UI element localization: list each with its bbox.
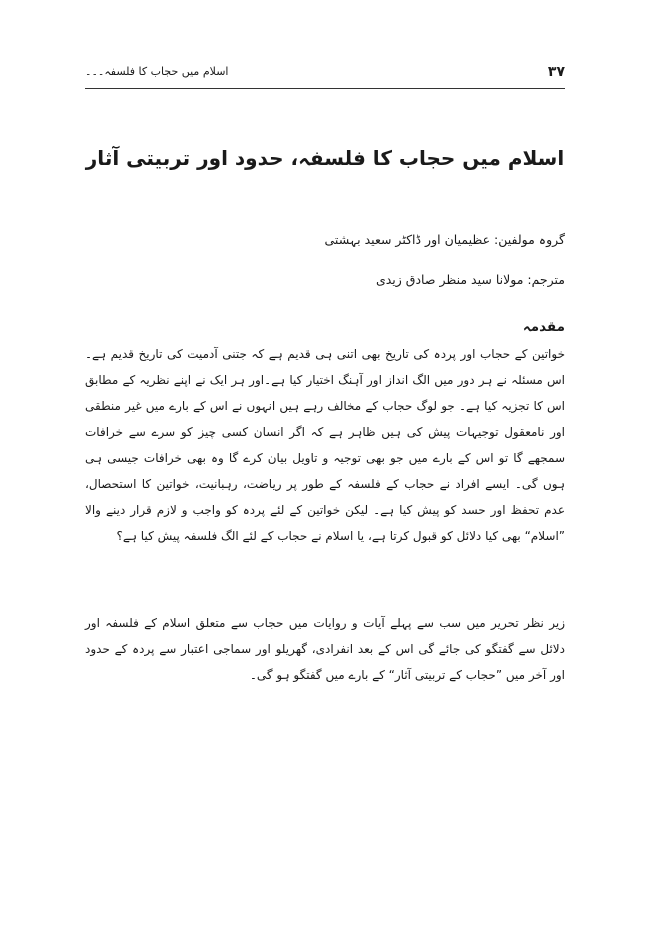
authors-line: گروہ مولفین: عظیمیان اور ڈاکٹر سعید بہشتی [324,232,565,247]
paragraph-1: خواتین کے حجاب اور پردہ کی تاریخ بھی اتنی ہی قدیم ہے کہ جتنی آدمیت کی تاریخ قدیم ہے۔ اس مسئلہ نے ہر دور میں الگ انداز اور آہنگ اختیار کیا ہے۔اور ہر ایک نے اپنے نظریہ کے مطابق اس کا تجزیہ کیا ہے۔ جو لوگ حجاب کے مخالف رہے ہیں انہوں نے اس کے بارے میں غیر منطقی اور نامعقول توجیہات پیش کی ہیں ظاہر ہے کہ اگر انسان کسی چیز کو سرے سے خرافات سمجھے گا تو اس کے بارے میں جو بھی توجیہ و تاویل بیان کرے گا وہ بھی خرافات جیسی ہی ہوں گی۔ ایسے افراد نے حجاب کے فلسفہ کے طور پر ریاضت، رہبانیت، خواتین کا استحصال، عدم تحفظ اور حسد کو پیش کیا ہے۔ لیکن خواتین کے لئے پردہ کو واجب و لازم قرار دینے والا ”اسلام“ بھی کیا دلائل کو قبول کرتا ہے، یا اسلام نے حجاب کے لئے الگ فلسفہ پیش کیا ہے؟ [85,347,565,543]
article-title: اسلام میں حجاب کا فلسفہ، حدود اور تربیتی آثار [85,146,565,170]
header-rule [85,88,565,89]
paragraph-2: زیر نظر تحریر میں سب سے پہلے آیات و روایات میں حجاب سے متعلق اسلام کے فلسفہ اور دلائل سے گفتگو کی جائے گی اس کے بعد انفرادی، گھریلو اور سماجی اعتبار سے پردہ کے حدود اور آخر میں ”حجاب کے تربیتی آثار“ کے بارے میں گفتگو ہو گی۔ [85,616,565,682]
running-header [85,64,565,86]
translator-line: مترجم: مولانا سید منظر صادق زیدی [375,272,565,287]
section-heading: مقدمہ [522,319,565,335]
page-number: ٣٧ [547,64,565,80]
running-title: اسلام میں حجاب کا فلسفہ۔۔۔ [85,65,229,78]
